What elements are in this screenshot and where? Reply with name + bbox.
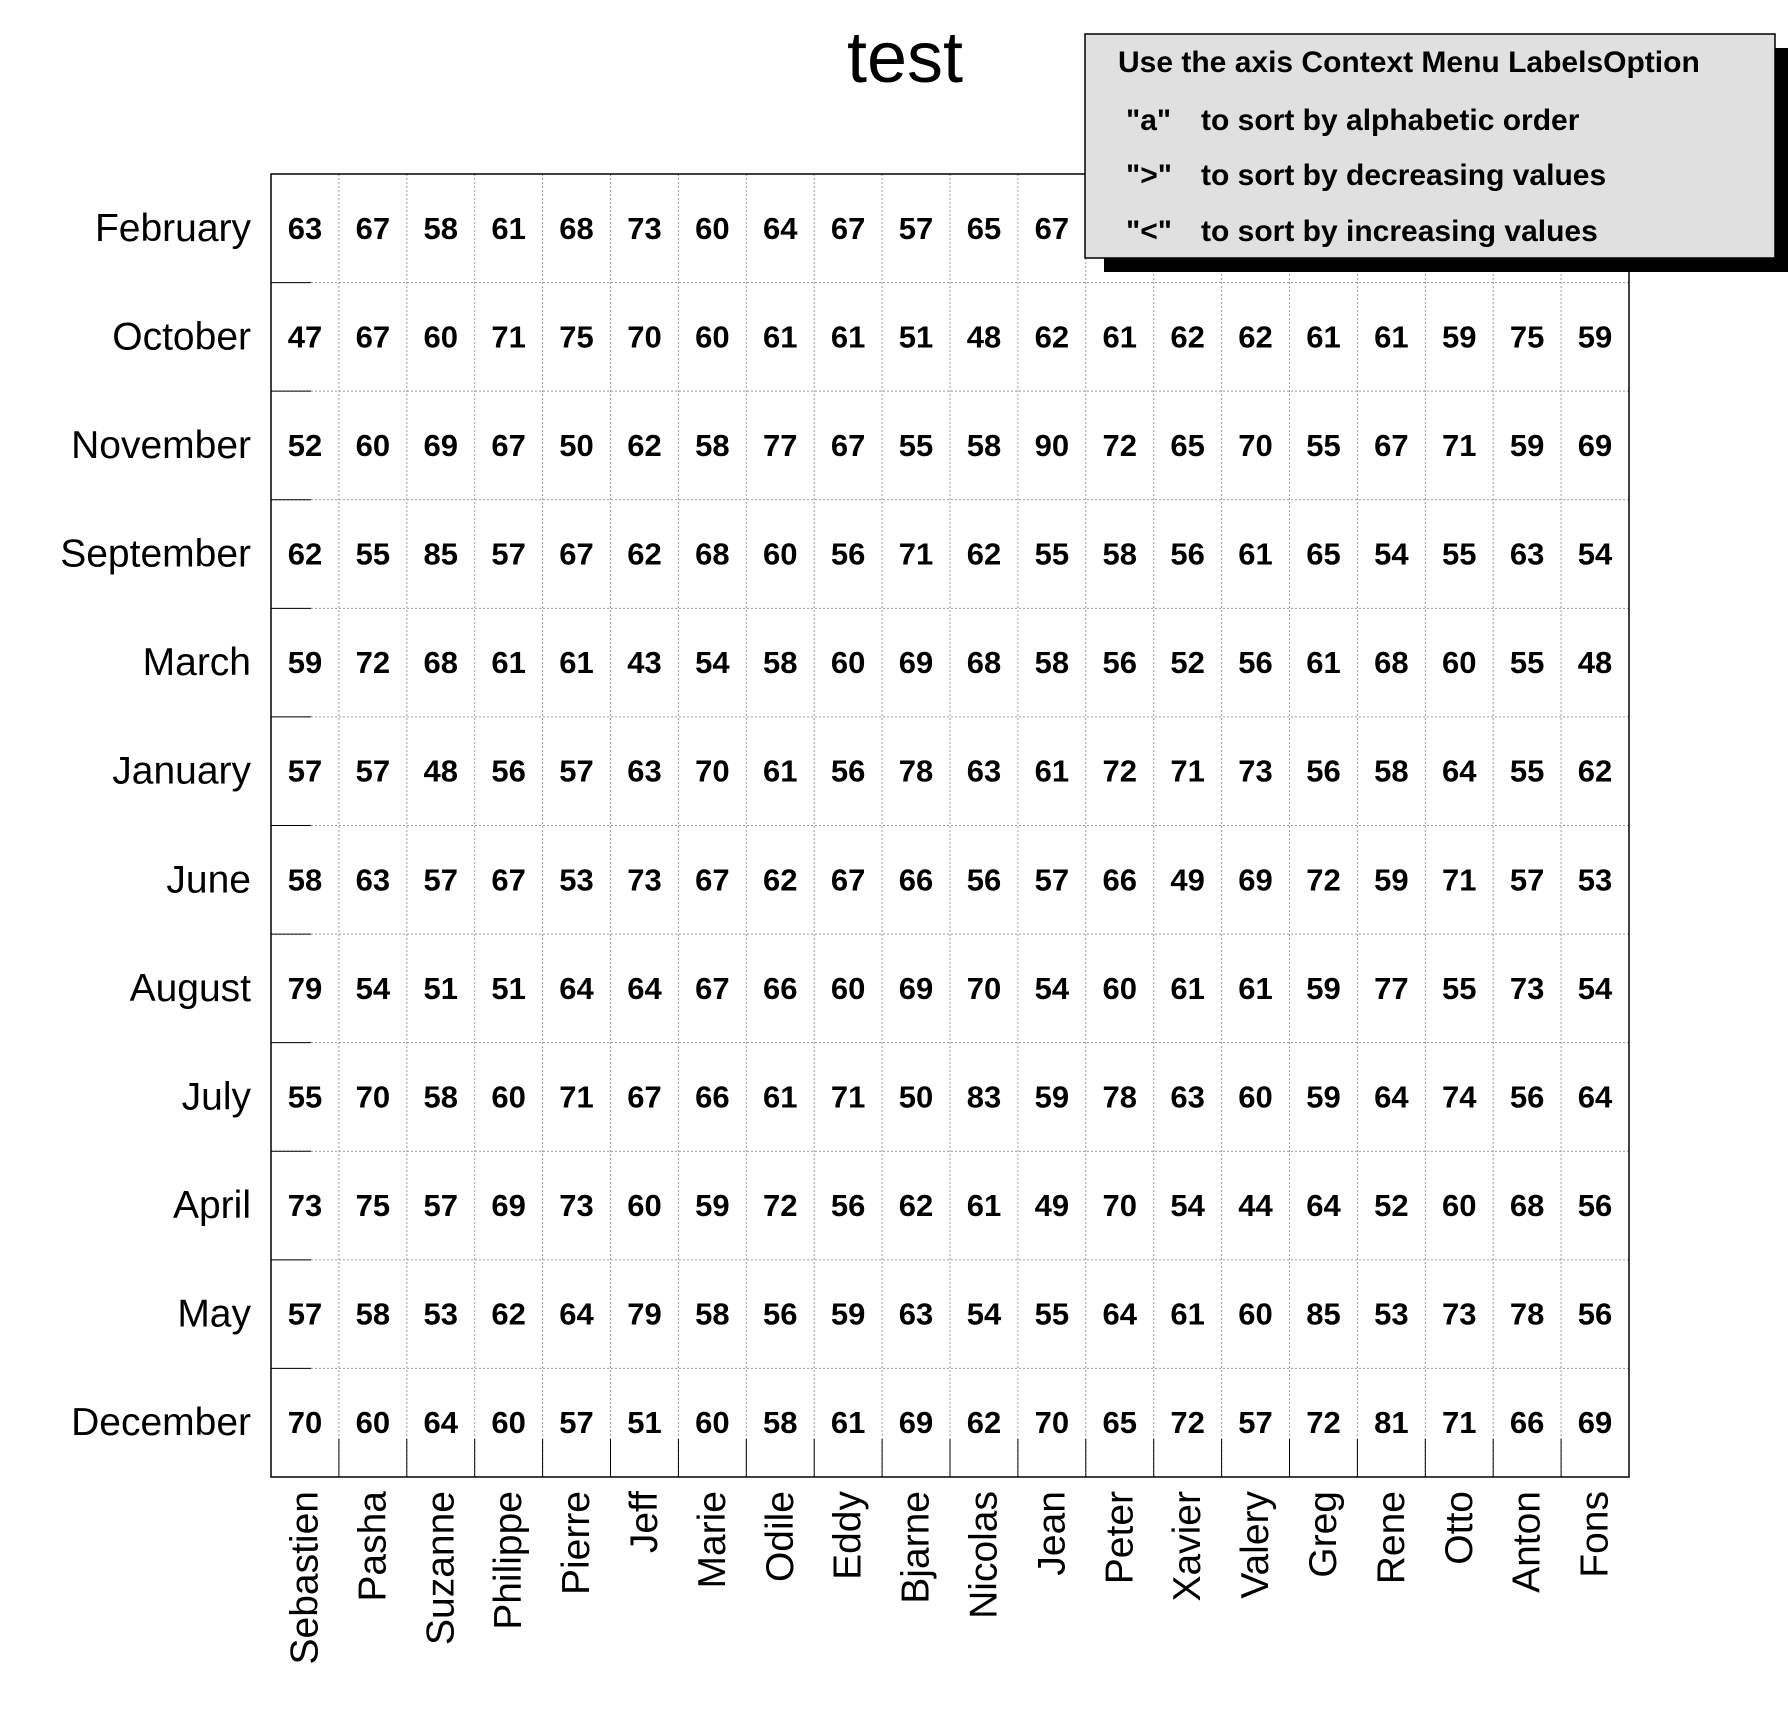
cell-value: 57 [559,1405,594,1441]
cell-value: 56 [830,1188,866,1224]
cell-value: 48 [1577,645,1613,681]
cell-value: 60 [1442,1188,1477,1224]
cell-value: 57 [1238,1405,1273,1441]
cell-value: 61 [763,319,798,355]
column-label[interactable]: Anton [1505,1491,1549,1593]
cell-value: 62 [491,1296,526,1332]
cell-value: 72 [1102,753,1137,789]
cell-value: 49 [1034,1188,1070,1224]
cell-value: 64 [1442,753,1477,789]
cell-value: 61 [1306,319,1341,355]
cell-value: 44 [1238,1188,1273,1224]
column-label[interactable]: Suzanne [419,1491,463,1645]
cell-value: 57 [491,536,526,572]
cell-value: 61 [559,645,594,681]
cell-value: 52 [1170,645,1205,681]
cell-value: 64 [763,210,798,246]
plot-frame [271,174,1629,1477]
cell-value: 64 [1102,1296,1137,1332]
cell-value: 59 [287,645,323,681]
cell-value: 58 [423,1079,458,1115]
row-label[interactable]: October [112,315,251,359]
column-labels[interactable] [283,1491,1616,1665]
column-label[interactable]: Fons [1573,1491,1617,1578]
cell-value: 55 [355,536,391,572]
cell-value: 60 [830,970,866,1006]
cell-value: 68 [1509,1188,1545,1224]
cell-value: 60 [695,210,730,246]
cell-value: 70 [287,1405,323,1441]
cell-value: 58 [287,862,323,898]
cell-value: 56 [1238,645,1273,681]
cell-value: 72 [1306,862,1341,898]
cell-value: 70 [1102,1188,1137,1224]
cell-value: 57 [287,1296,323,1332]
cell-value: 67 [559,536,594,572]
cell-value: 53 [423,1296,458,1332]
cell-value: 69 [423,427,458,463]
cell-value: 59 [1577,319,1613,355]
cell-value: 55 [898,427,934,463]
cell-value: 55 [1034,1296,1070,1332]
cell-value: 68 [966,645,1002,681]
cell-value: 56 [763,1296,798,1332]
legend-text-increasing: to sort by increasing values [1201,215,1598,248]
cell-value: 63 [898,1296,934,1332]
column-label[interactable]: Pasha [351,1491,395,1602]
cell-value: 70 [355,1079,391,1115]
legend-key-alphabetic: "a" [1126,104,1172,137]
row-label[interactable]: November [71,423,251,467]
cell-value: 77 [763,427,798,463]
cell-value: 69 [1577,1405,1613,1441]
cell-value: 52 [287,427,323,463]
cell-value: 54 [1577,536,1613,572]
cell-value: 67 [355,210,391,246]
row-label[interactable]: July [181,1075,251,1119]
cell-value: 55 [1509,645,1545,681]
cell-value: 58 [695,427,730,463]
cell-value: 60 [1238,1296,1273,1332]
cell-value: 59 [830,1296,866,1332]
row-label[interactable]: May [177,1292,251,1336]
row-label[interactable]: June [166,858,251,902]
cell-value: 54 [695,645,730,681]
cell-value: 48 [423,753,458,789]
row-label[interactable]: March [142,641,251,685]
column-label[interactable]: Eddy [826,1491,870,1580]
column-label[interactable]: Nicolas [962,1491,1006,1619]
cell-value: 62 [627,536,662,572]
cell-value: 56 [1509,1079,1545,1115]
cell-value: 55 [1034,536,1070,572]
cell-value: 71 [491,319,526,355]
cell-value: 54 [1374,536,1409,572]
cell-value: 78 [1102,1079,1137,1115]
cell-value: 70 [627,319,662,355]
cell-value: 60 [830,645,866,681]
cell-value: 57 [287,753,323,789]
cell-value: 60 [763,536,798,572]
cell-value: 59 [1442,319,1477,355]
cell-value: 67 [491,862,526,898]
cell-value: 64 [423,1405,458,1441]
column-label[interactable]: Valery [1234,1491,1278,1599]
cell-value: 73 [559,1188,594,1224]
cell-value: 78 [898,753,934,789]
cell-value: 58 [695,1296,730,1332]
cell-value: 62 [966,536,1002,572]
cell-value: 57 [559,753,594,789]
cell-value: 66 [763,970,798,1006]
column-label[interactable]: Odile [758,1491,802,1583]
cell-value: 83 [966,1079,1002,1115]
cell-value: 63 [287,210,323,246]
cell-value: 58 [1102,536,1137,572]
column-label[interactable]: Marie [690,1491,734,1589]
cell-value: 71 [559,1079,594,1115]
cell-value: 50 [559,427,594,463]
cell-value: 72 [355,645,391,681]
cell-value: 72 [763,1188,798,1224]
column-label[interactable]: Xavier [1166,1491,1210,1602]
cell-value: 51 [627,1405,662,1441]
cell-value: 63 [1509,536,1545,572]
cell-value: 64 [1306,1188,1341,1224]
cell-value: 61 [1306,645,1341,681]
cell-value: 61 [763,1079,798,1115]
cell-value: 79 [627,1296,662,1332]
cell-value: 54 [355,970,391,1006]
cell-value: 68 [423,645,458,681]
cell-value: 72 [1102,427,1137,463]
column-label[interactable]: Philippe [487,1491,531,1630]
cell-value: 60 [1442,645,1477,681]
cell-value: 73 [627,210,662,246]
row-label[interactable]: December [71,1401,251,1445]
cell-value: 54 [1577,970,1613,1006]
cell-value: 62 [966,1405,1002,1441]
cell-value: 55 [287,1079,323,1115]
cell-value: 47 [287,319,323,355]
cell-value: 64 [1374,1079,1409,1115]
legend [1085,34,1788,272]
cell-value: 55 [1442,970,1477,1006]
row-label[interactable]: August [129,966,251,1010]
cell-value: 57 [355,753,391,789]
cell-value: 79 [287,970,323,1006]
cell-value: 75 [1509,319,1545,355]
cell-value: 64 [559,1296,594,1332]
cell-value: 69 [898,970,934,1006]
cell-value: 61 [1238,536,1273,572]
cell-value: 68 [559,210,594,246]
cell-value: 71 [1170,753,1205,789]
cell-value: 56 [966,862,1002,898]
legend-key-decreasing: ">" [1126,159,1172,192]
cell-value: 58 [423,210,458,246]
cell-value: 59 [1509,427,1545,463]
cell-value: 77 [1374,970,1409,1006]
cell-value: 62 [898,1188,934,1224]
row-label[interactable]: April [172,1184,251,1228]
cell-value: 74 [1442,1079,1477,1115]
cell-value: 55 [1509,753,1545,789]
cell-value: 57 [898,210,934,246]
column-label[interactable]: Bjarne [894,1491,938,1604]
cell-value: 60 [1102,970,1137,1006]
cell-value: 85 [1306,1296,1341,1332]
cell-value: 54 [1170,1188,1205,1224]
cell-value: 70 [1238,427,1273,463]
cell-value: 63 [355,862,391,898]
cell-value: 62 [1577,753,1613,789]
cell-value: 60 [695,319,730,355]
cell-value: 73 [1509,970,1545,1006]
row-label[interactable]: January [112,749,251,793]
cell-value: 78 [1509,1296,1545,1332]
cell-value: 70 [695,753,730,789]
cell-value: 60 [627,1188,662,1224]
cell-value: 63 [627,753,662,789]
cell-value: 75 [355,1188,391,1224]
cell-value: 71 [1442,1405,1477,1441]
cell-value: 55 [1442,536,1477,572]
cell-value: 61 [1170,1296,1205,1332]
cell-value: 90 [1034,427,1070,463]
cell-value: 64 [627,970,662,1006]
cell-value: 60 [491,1405,526,1441]
cell-value: 61 [1170,970,1205,1006]
cell-value: 57 [1034,862,1070,898]
cell-value: 61 [1374,319,1409,355]
cell-value: 65 [966,210,1002,246]
cell-value: 61 [1238,970,1273,1006]
cell-value: 50 [898,1079,934,1115]
cell-value: 68 [695,536,730,572]
cell-value: 72 [1306,1405,1341,1441]
cell-value: 56 [830,753,866,789]
cell-value: 67 [830,210,866,246]
cell-value: 61 [1102,319,1137,355]
cell-value: 70 [966,970,1002,1006]
cell-value: 58 [966,427,1002,463]
cell-value: 51 [898,319,934,355]
cell-value: 56 [1102,645,1137,681]
legend-text-alphabetic: to sort by alphabetic order [1201,104,1580,137]
cell-value: 56 [491,753,526,789]
cell-value: 61 [1034,753,1070,789]
cell-value: 59 [1034,1079,1070,1115]
cell-value: 59 [1306,1079,1341,1115]
cell-value: 73 [287,1188,323,1224]
column-label[interactable]: Sebastien [283,1491,327,1665]
cell-value: 57 [423,862,458,898]
cell-value: 67 [830,862,866,898]
column-label[interactable]: Rene [1369,1491,1413,1585]
cell-value: 69 [1577,427,1613,463]
cell-value: 58 [1034,645,1070,681]
cell-value: 53 [1577,862,1613,898]
cell-value: 57 [423,1188,458,1224]
chart-title: test [846,18,964,98]
cell-value: 61 [966,1188,1002,1224]
cell-value: 51 [423,970,458,1006]
cell-value: 56 [830,536,866,572]
cell-value: 52 [1374,1188,1409,1224]
cell-value: 62 [1238,319,1273,355]
cell-value: 55 [1306,427,1341,463]
cell-value: 51 [491,970,526,1006]
cell-value: 60 [355,1405,391,1441]
cell-value: 71 [1442,862,1477,898]
cell-value: 61 [491,645,526,681]
cell-value: 48 [966,319,1002,355]
column-label[interactable]: Jeff [622,1491,666,1554]
cell-value: 62 [1034,319,1070,355]
cell-value: 62 [627,427,662,463]
cell-value: 64 [559,970,594,1006]
cell-value: 56 [1170,536,1205,572]
row-labels[interactable] [60,207,251,1444]
cell-value: 61 [830,1405,866,1441]
cell-value: 59 [1374,862,1409,898]
cell-value: 58 [355,1296,391,1332]
cell-value: 63 [1170,1079,1205,1115]
cell-value: 69 [1238,862,1273,898]
cell-value: 67 [491,427,526,463]
cell-value: 69 [898,645,934,681]
column-label[interactable]: Pierre [555,1491,599,1596]
cell-value: 57 [1509,862,1545,898]
cell-value: 43 [627,645,662,681]
cell-value: 67 [1374,427,1409,463]
cell-value: 85 [423,536,458,572]
column-label[interactable]: Greg [1301,1491,1345,1578]
cell-value: 58 [1374,753,1409,789]
cell-value: 62 [1170,319,1205,355]
cell-value: 66 [1509,1405,1545,1441]
cell-value: 49 [1170,862,1205,898]
cell-value: 60 [491,1079,526,1115]
cell-value: 60 [423,319,458,355]
cell-value: 62 [763,862,798,898]
cell-value: 70 [1034,1405,1070,1441]
column-label[interactable]: Peter [1098,1491,1142,1585]
legend-key-increasing: "<" [1126,215,1172,248]
cell-value: 58 [763,645,798,681]
cell-value: 53 [559,862,594,898]
cell-value: 73 [1442,1296,1477,1332]
cell-value: 56 [1306,753,1341,789]
cell-value: 63 [966,753,1002,789]
cell-value: 65 [1170,427,1205,463]
cell-value: 56 [1577,1296,1613,1332]
cell-value: 73 [1238,753,1273,789]
column-label[interactable]: Otto [1437,1491,1481,1565]
cell-value: 60 [355,427,391,463]
cell-value: 66 [1102,862,1137,898]
cell-value: 60 [1238,1079,1273,1115]
cell-value: 69 [491,1188,526,1224]
row-label[interactable]: February [94,206,251,250]
cell-value: 61 [830,319,866,355]
cell-value: 59 [1306,970,1341,1006]
legend-text-decreasing: to sort by decreasing values [1201,159,1607,192]
cell-value: 64 [1577,1079,1613,1115]
cell-value: 72 [1170,1405,1205,1441]
cell-value: 67 [1034,210,1070,246]
grid [271,174,1629,1477]
cell-value: 67 [695,970,730,1006]
cell-value: 61 [491,210,526,246]
cell-value: 54 [1034,970,1070,1006]
cell-value: 56 [1577,1188,1613,1224]
cell-value: 68 [1374,645,1409,681]
cell-value: 67 [695,862,730,898]
cell-value: 61 [763,753,798,789]
cell-value: 58 [763,1405,798,1441]
cell-value: 75 [559,319,594,355]
cell-value: 73 [627,862,662,898]
cell-value: 66 [695,1079,730,1115]
row-label[interactable]: September [60,532,251,576]
cell-value: 59 [695,1188,730,1224]
cell-value: 54 [966,1296,1002,1332]
cell-value: 67 [355,319,391,355]
cell-value: 65 [1102,1405,1137,1441]
cell-value: 71 [1442,427,1477,463]
cell-value: 67 [830,427,866,463]
cell-value: 67 [627,1079,662,1115]
legend-heading: Use the axis Context Menu LabelsOption [1118,46,1700,79]
cell-value: 81 [1374,1405,1409,1441]
cell-value: 62 [287,536,323,572]
cell-value: 69 [898,1405,934,1441]
cell-value: 66 [898,862,934,898]
cell-value: 60 [695,1405,730,1441]
column-label[interactable]: Jean [1030,1491,1074,1576]
cell-value: 71 [830,1079,866,1115]
cell-value: 71 [898,536,934,572]
cell-value: 65 [1306,536,1341,572]
cell-value: 53 [1374,1296,1409,1332]
